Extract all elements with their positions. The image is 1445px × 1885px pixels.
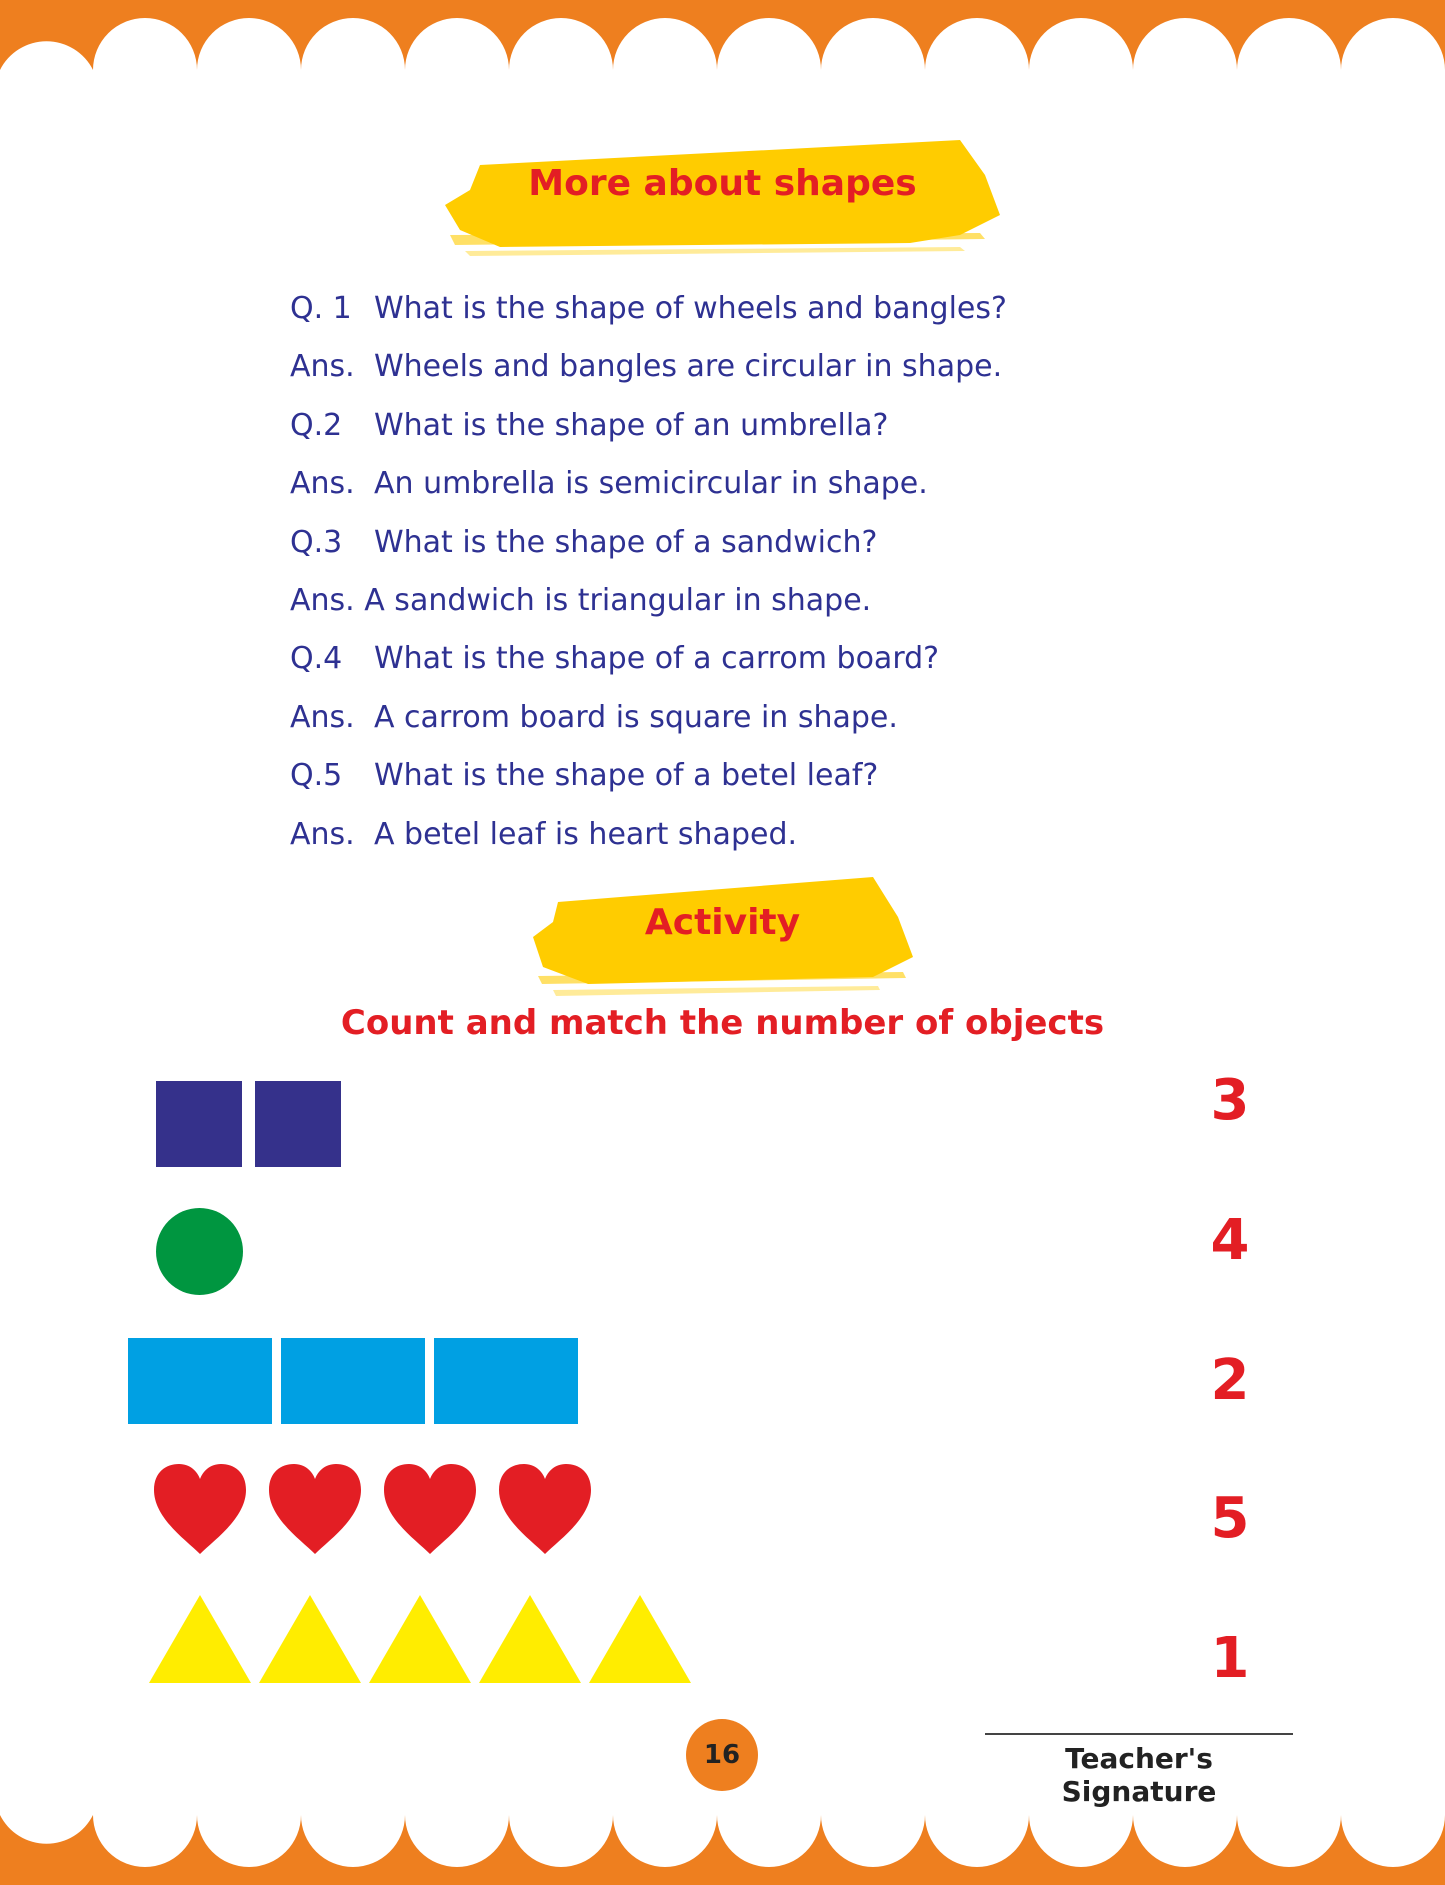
rectangle-shape: [281, 1338, 425, 1424]
bottom-scallop-border: [0, 1785, 1445, 1885]
match-number: 1: [1210, 1626, 1250, 1691]
answer-line: Ans. A betel leaf is heart shaped.: [290, 816, 798, 852]
question-line: Q.2 What is the shape of an umbrella?: [290, 407, 889, 443]
match-number: 2: [1210, 1348, 1250, 1413]
signature-line: [985, 1733, 1293, 1735]
activity-instruction: Count and match the number of objects: [340, 1003, 1105, 1043]
match-number: 5: [1210, 1486, 1250, 1551]
question-line: Q. 1 What is the shape of wheels and bangles?: [290, 291, 1007, 326]
triangle-shape: [589, 1595, 691, 1683]
square-shape: [156, 1081, 242, 1167]
answer-line: Ans. An umbrella is semicircular in shape.: [290, 466, 928, 502]
rectangle-shape: [128, 1338, 272, 1424]
teacher-signature-label: Teacher's Signature: [1061, 1742, 1217, 1808]
question-line: Q.3 What is the shape of a sandwich?: [290, 524, 878, 560]
activity-title: Activity: [644, 902, 801, 943]
square-shape: [255, 1081, 341, 1167]
triangle-shape: [369, 1595, 471, 1683]
triangle-shape: [149, 1595, 251, 1683]
rectangle-shape: [434, 1338, 578, 1424]
page-number: 16: [686, 1719, 758, 1791]
triangle-shape: [259, 1595, 361, 1683]
section-heading: [0, 135, 1445, 204]
answer-line: Ans. A sandwich is triangular in shape.: [290, 582, 872, 618]
triangle-shape: [479, 1595, 581, 1683]
match-number: 4: [1210, 1208, 1250, 1273]
qa-list: [290, 280, 1190, 864]
activity-heading: [0, 872, 1445, 943]
question-line: Q.5 What is the shape of a betel leaf?: [290, 758, 879, 794]
heart-icon: [152, 1462, 248, 1556]
heart-icon: [382, 1462, 478, 1556]
top-scallop-border: [0, 0, 1445, 100]
match-number: 3: [1210, 1068, 1250, 1133]
answer-line: Ans. Wheels and bangles are circular in shape.: [290, 349, 1003, 385]
heart-icon: [497, 1462, 593, 1556]
heart-icon: [267, 1462, 363, 1556]
section-title: More about shapes: [528, 163, 917, 204]
answer-line: Ans. A carrom board is square in shape.: [290, 699, 898, 735]
circle-shape: [156, 1208, 243, 1295]
question-line: Q.4 What is the shape of a carrom board?: [290, 641, 940, 677]
